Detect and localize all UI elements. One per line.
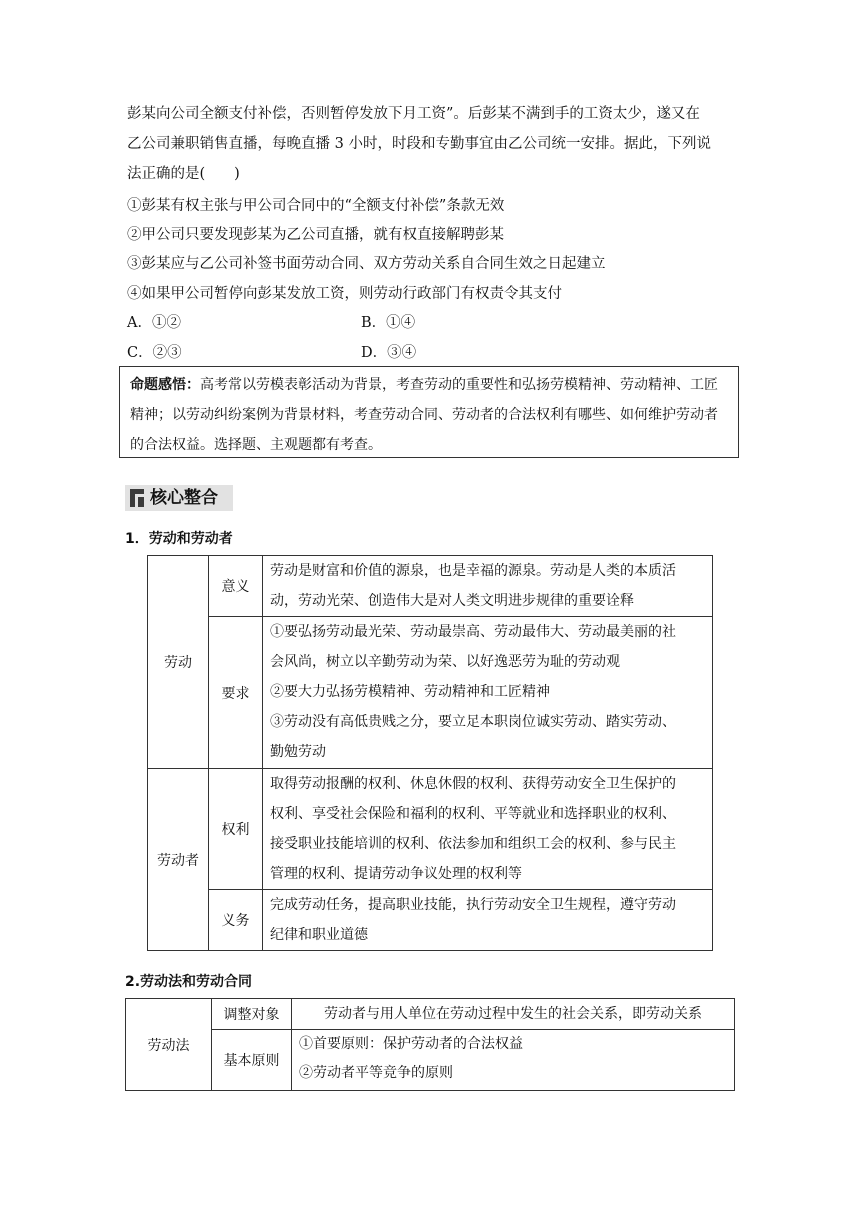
stem-line: 法正确的是( ) (127, 166, 240, 182)
requirement-content (263, 617, 713, 769)
option-b: B．①④ (361, 315, 416, 331)
table-row (148, 769, 713, 890)
statement-2: ②甲公司只要发现彭某为乙公司直播，就有权直接解聘彭某 (127, 227, 504, 243)
rights-line: 管理的权利、提请劳动争议处理的权利等 (270, 866, 522, 882)
table-row (126, 1030, 735, 1091)
object-content: 劳动者与用人单位在劳动过程中发生的社会关系，即劳动关系 (292, 999, 735, 1030)
duties-content (263, 890, 713, 951)
rights-content (263, 769, 713, 890)
subsection-title-1: 1．劳动和劳动者 (125, 531, 233, 547)
rights-line: 接受职业技能培训的权利、依法参加和组织工会的权利、参与民主 (270, 836, 676, 852)
question-stem (127, 99, 737, 189)
option-c: C．②③ (127, 345, 182, 361)
duties-line: 纪律和职业道德 (270, 927, 368, 943)
labor-law-table (125, 998, 735, 1091)
section-marker-icon (130, 489, 144, 507)
statement-4: ④如果甲公司暂停向彭某发放工资，则劳动行政部门有权责令其支付 (127, 286, 562, 302)
meaning-content (263, 556, 713, 617)
table-row (148, 556, 713, 617)
section-title: 核心整合 (150, 488, 218, 508)
requirement-label: 要求 (209, 617, 263, 769)
exam-insight-box (119, 366, 739, 458)
requirement-line: ②要大力弘扬劳模精神、劳动精神和工匠精神 (270, 684, 550, 700)
principle-line: ②劳动者平等竞争的原则 (299, 1065, 453, 1081)
rights-label: 权利 (209, 769, 263, 890)
requirement-line: 会风尚，树立以辛勤劳动为荣、以好逸恶劳为耻的劳动观 (270, 654, 620, 670)
labor-cell: 劳动 (148, 556, 209, 769)
principle-content (292, 1030, 735, 1091)
requirement-line: ①要弘扬劳动最光荣、劳动最崇高、劳动最伟大、劳动最美丽的社 (270, 624, 676, 640)
stem-line: 彭某向公司全额支付补偿，否则暂停发放下月工资”。后彭某不满到手的工资太少，遂又在 (127, 106, 700, 122)
table-row (148, 890, 713, 951)
option-d: D．③④ (361, 345, 417, 361)
principle-label: 基本原则 (212, 1030, 292, 1091)
object-label: 调整对象 (212, 999, 292, 1030)
rights-line: 权利、享受社会保险和福利的权利、平等就业和选择职业的权利、 (270, 806, 676, 822)
meaning-line: 劳动是财富和价值的源泉，也是幸福的源泉。劳动是人类的本质活 (270, 563, 676, 579)
labor-law-cell: 劳动法 (126, 999, 212, 1091)
statement-1: ①彭某有权主张与甲公司合同中的“全额支付补偿”条款无效 (127, 198, 505, 214)
requirement-line: 勤勉劳动 (270, 744, 326, 760)
exam-insight-text: 高考常以劳模表彰活动为背景，考查劳动的重要性和弘扬劳模精神、劳动精神、工匠精神；以劳动纠纷案例为背景材料，考查劳动合同、劳动者的合法权利有哪些、如何维护劳动者的合法权益。选择题、主观题都有考查。 (130, 377, 718, 453)
option-a: A．①② (127, 315, 181, 331)
labor-and-laborer-table (147, 555, 713, 951)
statement-3: ③彭某应与乙公司补签书面劳动合同、双方劳动关系自合同生效之日起建立 (127, 256, 606, 272)
stem-line: 乙公司兼职销售直播，每晚直播 3 小时，时段和专勤事宜由乙公司统一安排。据此，下列说 (127, 136, 711, 152)
principle-line: ①首要原则：保护劳动者的合法权益 (299, 1036, 523, 1052)
subsection-title-2: 2.劳动法和劳动合同 (125, 974, 253, 990)
duties-line: 完成劳动任务，提高职业技能，执行劳动安全卫生规程，遵守劳动 (270, 897, 676, 913)
exam-insight-label: 命题感悟： (130, 377, 200, 393)
table-row (126, 999, 735, 1030)
duties-label: 义务 (209, 890, 263, 951)
requirement-line: ③劳动没有高低贵贱之分，要立足本职岗位诚实劳动、踏实劳动、 (270, 714, 676, 730)
meaning-line: 动，劳动光荣、创造伟大是对人类文明进步规律的重要诠释 (270, 593, 634, 609)
rights-line: 取得劳动报酬的权利、休息休假的权利、获得劳动安全卫生保护的 (270, 776, 676, 792)
meaning-label: 意义 (209, 556, 263, 617)
laborer-cell: 劳动者 (148, 769, 209, 951)
table-row (148, 617, 713, 769)
